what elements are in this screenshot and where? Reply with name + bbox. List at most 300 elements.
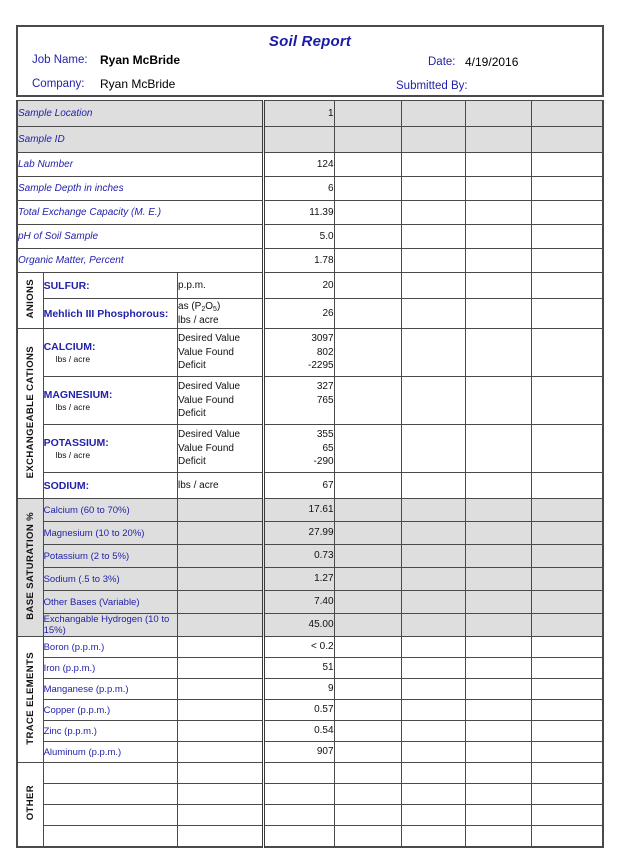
value-cell-col1[interactable] <box>264 377 334 425</box>
value-line <box>532 661 602 675</box>
value-line <box>466 254 531 268</box>
value-line <box>402 307 465 321</box>
value-cell-col2[interactable] <box>334 805 401 826</box>
value-cell-col4[interactable] <box>465 700 531 721</box>
value-line <box>335 107 401 121</box>
value-cell-col5[interactable] <box>532 763 603 784</box>
value-line: 0.54 <box>314 725 334 737</box>
row-label: Calcium (60 to 70%) <box>43 499 177 522</box>
value-line <box>335 307 401 321</box>
value-line <box>335 206 401 220</box>
row-label: MAGNESIUM: lbs / acre <box>43 377 177 425</box>
value-cell-col1[interactable] <box>264 153 334 177</box>
value-cell-col4[interactable] <box>465 101 531 127</box>
value-cell-col1[interactable] <box>264 721 334 742</box>
value-cell-col3[interactable] <box>401 377 465 425</box>
value-line <box>335 503 401 517</box>
value-cell-col1[interactable] <box>264 473 334 499</box>
units-cell <box>178 591 264 614</box>
table-row <box>17 499 603 522</box>
value-cell-col3[interactable] <box>401 545 465 568</box>
unit-line: lbs / acre <box>178 314 219 326</box>
value-cell-col4[interactable] <box>465 721 531 742</box>
company-value: Ryan McBride <box>100 77 176 91</box>
value-cell-col4[interactable] <box>465 153 531 177</box>
row-sublabel: lbs / acre <box>55 450 91 460</box>
value-cell-col4[interactable] <box>465 763 531 784</box>
value-line <box>402 745 465 759</box>
value-cell-col3[interactable] <box>401 499 465 522</box>
value-line <box>532 442 602 456</box>
value-line <box>335 279 401 293</box>
value-cell-col1[interactable] <box>264 273 334 299</box>
value-cell-col1[interactable] <box>264 805 334 826</box>
value-line <box>532 618 602 632</box>
value-line <box>402 787 465 801</box>
value-line <box>402 346 465 360</box>
value-line <box>532 682 602 696</box>
value-cell-col2[interactable] <box>334 591 401 614</box>
value-cell-col2[interactable] <box>334 742 401 763</box>
value-cell-col3[interactable] <box>401 614 465 637</box>
value-cell-col4[interactable] <box>465 329 531 377</box>
value-cell-col3[interactable] <box>401 299 465 329</box>
value-cell-col1[interactable] <box>264 826 334 847</box>
value-line <box>466 428 531 442</box>
row-label: Manganese (p.p.m.) <box>43 679 177 700</box>
value-line <box>466 595 531 609</box>
value-line <box>466 682 531 696</box>
value-cell-col5[interactable] <box>532 568 603 591</box>
value-line <box>532 595 602 609</box>
row-label <box>43 763 177 784</box>
value-cell-col3[interactable] <box>401 658 465 679</box>
value-cell-col2[interactable] <box>334 679 401 700</box>
value-line: 802 <box>316 346 334 358</box>
table-row <box>17 545 603 568</box>
units-cell <box>178 473 264 499</box>
table-row <box>17 522 603 545</box>
value-cell-col2[interactable] <box>334 425 401 473</box>
value-cell-col2[interactable] <box>334 637 401 658</box>
value-cell-col4[interactable] <box>465 225 531 249</box>
value-cell-col5[interactable] <box>532 153 603 177</box>
value-line <box>335 182 401 196</box>
units-cell <box>178 763 264 784</box>
value-cell-col2[interactable] <box>334 568 401 591</box>
value-cell-col1[interactable] <box>264 329 334 377</box>
value-line <box>532 230 602 244</box>
value-cell-col5[interactable] <box>532 742 603 763</box>
value-line: 26 <box>322 307 334 319</box>
value-line <box>402 766 465 780</box>
value-line <box>532 455 602 469</box>
value-cell-col1[interactable] <box>264 127 334 153</box>
value-cell-col4[interactable] <box>465 805 531 826</box>
value-line <box>466 479 531 493</box>
units-cell <box>178 299 264 329</box>
value-cell-col4[interactable] <box>465 425 531 473</box>
section-label-exchangeable-cations <box>17 329 43 499</box>
value-cell-col2[interactable] <box>334 545 401 568</box>
value-cell-col5[interactable] <box>532 273 603 299</box>
value-cell-col5[interactable] <box>532 329 603 377</box>
value-cell-col3[interactable] <box>401 679 465 700</box>
units-cell <box>178 522 264 545</box>
value-line <box>532 526 602 540</box>
value-cell-col5[interactable] <box>532 826 603 847</box>
value-cell-col4[interactable] <box>465 637 531 658</box>
value-line <box>466 618 531 632</box>
value-cell-col3[interactable] <box>401 568 465 591</box>
value-cell-col3[interactable] <box>401 127 465 153</box>
value-line <box>466 549 531 563</box>
value-cell-col1[interactable] <box>264 637 334 658</box>
value-line <box>532 640 602 654</box>
value-line <box>402 829 465 843</box>
value-line <box>335 428 401 442</box>
section-label-text: ANIONS <box>24 279 36 319</box>
value-cell-col2[interactable] <box>334 700 401 721</box>
value-cell-col2[interactable] <box>334 249 401 273</box>
value-cell-col5[interactable] <box>532 721 603 742</box>
value-line <box>335 254 401 268</box>
value-cell-col2[interactable] <box>334 153 401 177</box>
table-row <box>17 568 603 591</box>
value-cell-col1[interactable] <box>264 658 334 679</box>
value-cell-col1[interactable] <box>264 249 334 273</box>
value-cell-col4[interactable] <box>465 545 531 568</box>
value-line <box>466 380 531 394</box>
value-line <box>335 703 401 717</box>
value-line <box>532 206 602 220</box>
value-cell-col4[interactable] <box>465 522 531 545</box>
value-cell-col5[interactable] <box>532 545 603 568</box>
value-line <box>402 407 465 421</box>
value-cell-col4[interactable] <box>465 127 531 153</box>
value-cell-col4[interactable] <box>465 377 531 425</box>
table-row <box>17 273 603 299</box>
value-cell-col3[interactable] <box>401 742 465 763</box>
value-cell-col3[interactable] <box>401 637 465 658</box>
value-line <box>402 503 465 517</box>
value-cell-col2[interactable] <box>334 522 401 545</box>
value-cell-col1[interactable] <box>264 614 334 637</box>
value-cell-col5[interactable] <box>532 658 603 679</box>
value-cell-col2[interactable] <box>334 127 401 153</box>
value-cell-col1[interactable] <box>264 700 334 721</box>
row-label: CALCIUM: lbs / acre <box>43 329 177 377</box>
value-cell-col3[interactable] <box>401 700 465 721</box>
value-line <box>466 503 531 517</box>
value-cell-col3[interactable] <box>401 721 465 742</box>
value-line <box>466 279 531 293</box>
value-cell-col2[interactable] <box>334 658 401 679</box>
value-line: 0.57 <box>314 704 334 716</box>
value-line <box>466 230 531 244</box>
value-line <box>335 661 401 675</box>
value-line <box>265 829 333 843</box>
value-line <box>402 428 465 442</box>
value-cell-col5[interactable] <box>532 101 603 127</box>
value-line <box>532 380 602 394</box>
value-cell-col2[interactable] <box>334 614 401 637</box>
value-cell-col3[interactable] <box>401 177 465 201</box>
value-cell-col1[interactable] <box>264 742 334 763</box>
value-line <box>466 442 531 456</box>
value-cell-col4[interactable] <box>465 568 531 591</box>
value-cell-col3[interactable] <box>401 805 465 826</box>
value-cell-col2[interactable] <box>334 329 401 377</box>
value-cell-col1[interactable] <box>264 425 334 473</box>
table-row <box>17 177 603 201</box>
row-label: Total Exchange Capacity (M. E.) <box>17 201 264 225</box>
value-cell-col5[interactable] <box>532 637 603 658</box>
value-cell-col4[interactable] <box>465 658 531 679</box>
value-cell-col4[interactable] <box>465 499 531 522</box>
unit-line: Value Found <box>178 346 234 358</box>
value-cell-col1[interactable] <box>264 784 334 805</box>
section-label-base-saturation <box>17 499 43 637</box>
value-cell-col4[interactable] <box>465 742 531 763</box>
value-line <box>265 133 333 147</box>
value-cell-col1[interactable] <box>264 177 334 201</box>
value-line <box>532 428 602 442</box>
value-cell-col5[interactable] <box>532 225 603 249</box>
value-cell-col2[interactable] <box>334 177 401 201</box>
value-line <box>532 254 602 268</box>
unit-line: Value Found <box>178 394 234 406</box>
value-cell-col3[interactable] <box>401 329 465 377</box>
value-line <box>466 787 531 801</box>
table-row <box>17 763 603 784</box>
value-cell-col4[interactable] <box>465 201 531 225</box>
value-line <box>466 133 531 147</box>
value-line <box>532 307 602 321</box>
units-cell <box>178 637 264 658</box>
value-line <box>402 254 465 268</box>
value-cell-col5[interactable] <box>532 499 603 522</box>
unit-line: p.p.m. <box>178 279 206 291</box>
value-line: 51 <box>322 662 334 674</box>
section-label-other <box>17 763 43 847</box>
value-line <box>265 787 333 801</box>
value-cell-col4[interactable] <box>465 826 531 847</box>
value-cell-col3[interactable] <box>401 826 465 847</box>
value-line <box>466 407 531 421</box>
row-sublabel: lbs / acre <box>55 402 91 412</box>
value-cell-col1[interactable] <box>264 522 334 545</box>
value-cell-col5[interactable] <box>532 377 603 425</box>
value-line <box>402 158 465 172</box>
row-label <box>43 784 177 805</box>
table-row <box>17 658 603 679</box>
soil-report-page <box>16 25 604 848</box>
value-cell-col3[interactable] <box>401 101 465 127</box>
value-cell-col4[interactable] <box>465 299 531 329</box>
value-cell-col2[interactable] <box>334 473 401 499</box>
units-cell <box>178 721 264 742</box>
value-line <box>402 479 465 493</box>
value-cell-col5[interactable] <box>532 299 603 329</box>
table-row <box>17 721 603 742</box>
value-cell-col3[interactable] <box>401 522 465 545</box>
value-line <box>532 549 602 563</box>
value-cell-col4[interactable] <box>465 249 531 273</box>
value-line <box>402 442 465 456</box>
value-cell-col1[interactable] <box>264 763 334 784</box>
value-line <box>532 808 602 822</box>
value-line <box>335 829 401 843</box>
value-line <box>466 661 531 675</box>
value-cell-col1[interactable] <box>264 299 334 329</box>
value-cell-col3[interactable] <box>401 425 465 473</box>
units-cell <box>178 658 264 679</box>
value-line: 27.99 <box>308 527 334 539</box>
value-cell-col4[interactable] <box>465 273 531 299</box>
value-cell-col2[interactable] <box>334 763 401 784</box>
value-line: 1.78 <box>314 254 334 266</box>
value-cell-col1[interactable] <box>264 101 334 127</box>
value-cell-col1[interactable] <box>264 201 334 225</box>
value-cell-col3[interactable] <box>401 784 465 805</box>
value-cell-col4[interactable] <box>465 784 531 805</box>
value-cell-col5[interactable] <box>532 177 603 201</box>
value-line <box>402 182 465 196</box>
row-label: Aluminum (p.p.m.) <box>43 742 177 763</box>
value-line: -2295 <box>307 360 334 372</box>
section-label-text: EXCHANGEABLE CATIONS <box>24 345 36 479</box>
row-label: Sample ID <box>17 127 264 153</box>
value-cell-col5[interactable] <box>532 805 603 826</box>
value-cell-col2[interactable] <box>334 299 401 329</box>
table-row <box>17 225 603 249</box>
value-cell-col2[interactable] <box>334 101 401 127</box>
units-cell <box>178 700 264 721</box>
value-cell-col2[interactable] <box>334 225 401 249</box>
value-line <box>532 745 602 759</box>
value-line <box>532 829 602 843</box>
value-cell-col5[interactable] <box>532 784 603 805</box>
row-label: Exchangable Hydrogen (10 to 15%) <box>43 614 177 637</box>
job-name-label: Job Name: <box>32 54 88 66</box>
value-cell-col4[interactable] <box>465 614 531 637</box>
value-cell-col3[interactable] <box>401 225 465 249</box>
unit-line: lbs / acre <box>178 479 219 491</box>
value-cell-col3[interactable] <box>401 763 465 784</box>
value-cell-col5[interactable] <box>532 127 603 153</box>
value-cell-col2[interactable] <box>334 201 401 225</box>
value-cell-col2[interactable] <box>334 721 401 742</box>
value-line: < 0.2 <box>311 641 334 653</box>
units-cell <box>178 545 264 568</box>
value-cell-col5[interactable] <box>532 679 603 700</box>
value-line: 67 <box>322 479 334 491</box>
value-cell-col2[interactable] <box>334 826 401 847</box>
value-cell-col3[interactable] <box>401 591 465 614</box>
unit-line: as $(P_2O_5)$ <box>178 300 221 313</box>
value-cell-col5[interactable] <box>532 201 603 225</box>
value-cell-col4[interactable] <box>465 473 531 499</box>
value-cell-col5[interactable] <box>532 522 603 545</box>
value-cell-col2[interactable] <box>334 499 401 522</box>
value-line <box>335 230 401 244</box>
value-cell-col3[interactable] <box>401 153 465 177</box>
page-title: Soil Report <box>268 33 352 50</box>
table-row <box>17 742 603 763</box>
value-line: 765 <box>316 394 334 406</box>
value-cell-col2[interactable] <box>334 377 401 425</box>
value-line <box>335 549 401 563</box>
value-cell-col1[interactable] <box>264 499 334 522</box>
value-cell-col5[interactable] <box>532 425 603 473</box>
unit-line: Deficit <box>178 360 206 372</box>
value-cell-col3[interactable] <box>401 273 465 299</box>
value-cell-col5[interactable] <box>532 614 603 637</box>
value-cell-col2[interactable] <box>334 273 401 299</box>
value-cell-col1[interactable] <box>264 679 334 700</box>
value-cell-col1[interactable] <box>264 545 334 568</box>
value-line <box>402 640 465 654</box>
value-line <box>532 182 602 196</box>
unit-line: Desired Value <box>178 429 241 441</box>
value-line <box>466 346 531 360</box>
row-label: Lab Number <box>17 153 264 177</box>
value-line <box>402 230 465 244</box>
value-cell-col5[interactable] <box>532 473 603 499</box>
units-cell <box>178 614 264 637</box>
units-cell <box>178 499 264 522</box>
value-line <box>402 279 465 293</box>
value-line <box>335 158 401 172</box>
value-cell-col3[interactable] <box>401 201 465 225</box>
value-cell-col1[interactable] <box>264 568 334 591</box>
table-row <box>17 101 603 127</box>
value-cell-col1[interactable] <box>264 225 334 249</box>
row-label: Organic Matter, Percent <box>17 249 264 273</box>
table-row <box>17 614 603 637</box>
value-cell-col1[interactable] <box>264 591 334 614</box>
value-line <box>466 572 531 586</box>
value-line <box>335 724 401 738</box>
value-cell-col5[interactable] <box>532 249 603 273</box>
value-line: -290 <box>313 456 334 468</box>
value-line <box>466 158 531 172</box>
table-row <box>17 201 603 225</box>
value-line <box>466 829 531 843</box>
value-line <box>532 359 602 373</box>
row-label: Sample Location <box>17 101 264 127</box>
value-line <box>335 359 401 373</box>
value-line <box>466 455 531 469</box>
value-cell-col5[interactable] <box>532 700 603 721</box>
row-label: Potassium (2 to 5%) <box>43 545 177 568</box>
units-cell <box>178 826 264 847</box>
value-line <box>335 640 401 654</box>
value-line <box>532 407 602 421</box>
value-line <box>532 724 602 738</box>
value-cell-col3[interactable] <box>401 249 465 273</box>
value-line: 907 <box>316 746 334 758</box>
value-cell-col5[interactable] <box>532 591 603 614</box>
value-cell-col3[interactable] <box>401 473 465 499</box>
value-cell-col2[interactable] <box>334 784 401 805</box>
value-cell-col4[interactable] <box>465 591 531 614</box>
value-cell-col4[interactable] <box>465 679 531 700</box>
value-cell-col4[interactable] <box>465 177 531 201</box>
value-line: 5.0 <box>319 230 334 242</box>
value-line <box>335 394 401 408</box>
